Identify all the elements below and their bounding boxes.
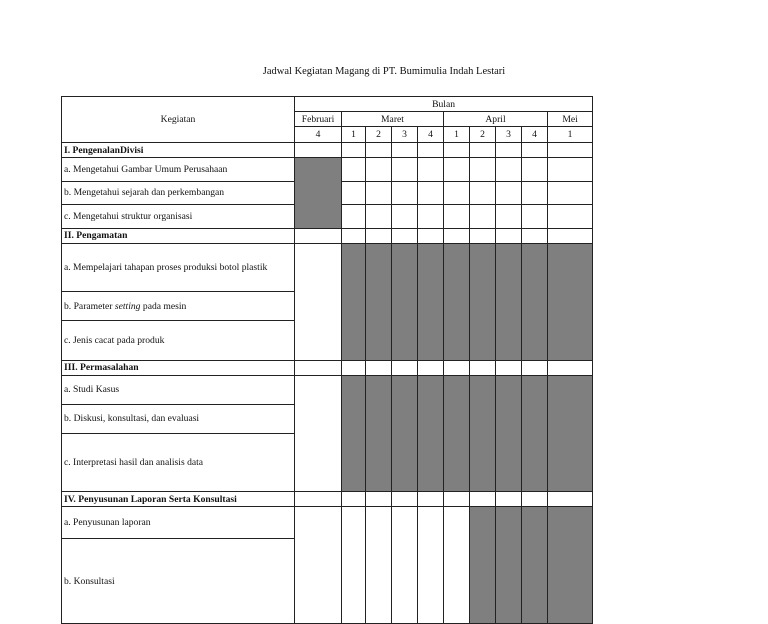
activity-cell: a. Studi Kasus xyxy=(62,375,295,404)
empty-week-cell xyxy=(295,507,342,624)
activity-cell: b. Diskusi, konsultasi, dan evaluasi xyxy=(62,404,295,433)
header-bulan: Bulan xyxy=(295,97,593,112)
month-februari: Februari xyxy=(295,112,342,127)
filled-week-cell xyxy=(496,507,522,624)
schedule-table xyxy=(61,96,593,624)
filled-week-cell xyxy=(366,375,392,492)
activity-text: b. Parameter xyxy=(64,300,113,312)
activity-cell: b. Konsultasi xyxy=(62,538,295,623)
activity-cell: c. Interpretasi hasil dan analisis data xyxy=(62,433,295,491)
activity-cell: c. Mengetahui struktur organisasi xyxy=(62,205,295,229)
filled-week-cell xyxy=(392,243,418,360)
activity-emphasis: setting xyxy=(114,300,141,312)
filled-week-cell xyxy=(470,507,496,624)
week-mar-1: 1 xyxy=(342,127,366,143)
month-april: April xyxy=(444,112,548,127)
section-heading: III. Permasalahan xyxy=(62,360,295,375)
filled-week-cell xyxy=(522,243,548,360)
month-mei: Mei xyxy=(548,112,593,127)
filled-week-cell xyxy=(366,243,392,360)
filled-week-cell xyxy=(548,375,593,492)
activity-cell: c. Jenis cacat pada produk xyxy=(62,320,295,360)
document-title: Jadwal Kegiatan Magang di PT. Bumimulia Indah Lestari xyxy=(262,66,506,77)
filled-week-cell xyxy=(522,375,548,492)
week-apr-4: 4 xyxy=(522,127,548,143)
empty-week-cell xyxy=(342,507,366,624)
section-heading-row xyxy=(62,143,593,158)
section-heading: II. Pengamatan xyxy=(62,228,295,243)
filled-week-cell xyxy=(548,243,593,360)
section-heading: IV. Penyusunan Laporan Serta Konsultasi xyxy=(62,492,295,507)
empty-week-cell xyxy=(295,375,342,492)
filled-week-cell xyxy=(444,243,470,360)
section-heading-row xyxy=(62,360,593,375)
week-apr-1: 1 xyxy=(444,127,470,143)
table-row xyxy=(62,158,593,182)
filled-week-cell xyxy=(496,243,522,360)
week-apr-3: 3 xyxy=(496,127,522,143)
empty-week-cell xyxy=(444,507,470,624)
filled-week-cell xyxy=(470,243,496,360)
section-heading: I. PengenalanDivisi xyxy=(62,143,295,158)
activity-cell: a. Mempelajari tahapan proses produksi botol plastik xyxy=(62,243,295,292)
activity-text: pada mesin xyxy=(142,300,187,312)
table-row xyxy=(62,507,593,539)
table-row xyxy=(62,243,593,292)
filled-week-cell xyxy=(548,507,593,624)
filled-week-cell xyxy=(496,375,522,492)
filled-week-cell xyxy=(418,243,444,360)
week-mei-1: 1 xyxy=(548,127,593,143)
month-maret: Maret xyxy=(342,112,444,127)
empty-week-cell xyxy=(295,243,342,360)
filled-week-cell xyxy=(470,375,496,492)
filled-week-cell xyxy=(342,243,366,360)
filled-week-cell xyxy=(342,375,366,492)
week-mar-3: 3 xyxy=(392,127,418,143)
empty-week-cell xyxy=(366,507,392,624)
activity-cell: a. Penyusunan laporan xyxy=(62,507,295,539)
activity-cell xyxy=(62,292,295,321)
filled-week-cell xyxy=(295,158,342,229)
activity-cell: b. Mengetahui sejarah dan perkembangan xyxy=(62,181,295,205)
week-mar-2: 2 xyxy=(366,127,392,143)
week-feb-4: 4 xyxy=(295,127,342,143)
section-heading-row xyxy=(62,228,593,243)
header-kegiatan: Kegiatan xyxy=(62,97,295,143)
filled-week-cell xyxy=(444,375,470,492)
activity-cell: a. Mengetahui Gambar Umum Perusahaan xyxy=(62,158,295,182)
empty-week-cell xyxy=(392,507,418,624)
filled-week-cell xyxy=(418,375,444,492)
week-apr-2: 2 xyxy=(470,127,496,143)
header-row-1 xyxy=(62,97,593,112)
week-mar-4: 4 xyxy=(418,127,444,143)
table-row xyxy=(62,375,593,404)
empty-week-cell xyxy=(418,507,444,624)
filled-week-cell xyxy=(392,375,418,492)
filled-week-cell xyxy=(522,507,548,624)
section-heading-row xyxy=(62,492,593,507)
